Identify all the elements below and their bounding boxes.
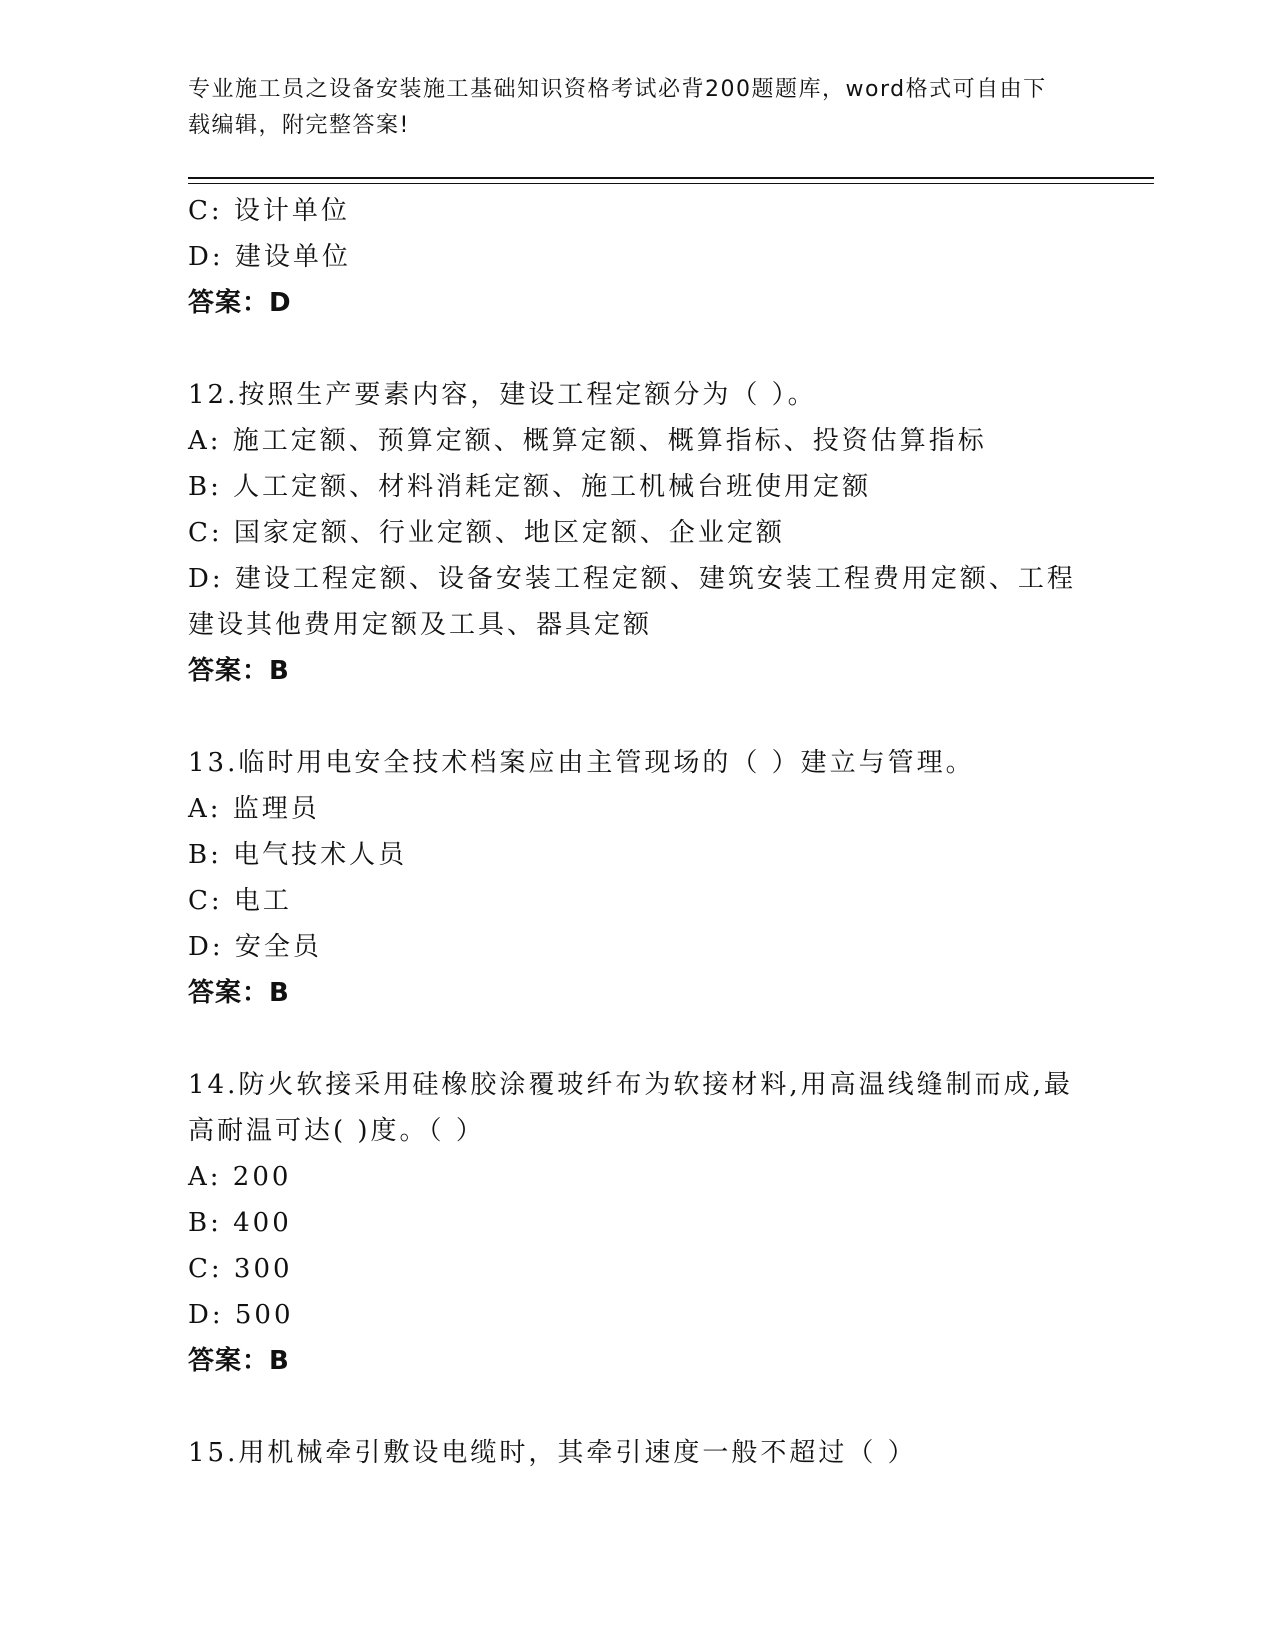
question-text: 12.按照生产要素内容，建设工程定额分为（ ）。 [188, 380, 817, 410]
question-text: 14.防火软接采用硅橡胶涂覆玻纤布为软接材料,用高温线缝制而成,最 [188, 1070, 1073, 1100]
option-d: D: 安全员 [188, 932, 322, 962]
document-header: 专业施工员之设备安装施工基础知识资格考试必背200题题库，word格式可自由下载编辑，附完整答案! [188, 77, 1047, 138]
spacer [188, 326, 1088, 372]
answer-line: 答案：B [188, 1346, 290, 1376]
question-block-14 [188, 1062, 1088, 1384]
option-b: B: 人工定额、材料消耗定额、施工机械台班使用定额 [188, 472, 872, 502]
option-b: B: 电气技术人员 [188, 840, 408, 870]
option-b: B: 400 [188, 1208, 292, 1238]
option-d: D: 建设工程定额、设备安装工程定额、建筑安装工程费用定额、工程 [188, 564, 1076, 594]
spacer [188, 1384, 1088, 1430]
question-block-12 [188, 372, 1088, 694]
spacer [188, 694, 1088, 740]
document-body [188, 188, 1088, 1476]
spacer [188, 1016, 1088, 1062]
header-rule-thin [188, 183, 1154, 184]
question-block-13 [188, 740, 1088, 1016]
option-c: C: 300 [188, 1254, 293, 1284]
question-block-15 [188, 1430, 1088, 1476]
option-d-continued: 建设其他费用定额及工具、器具定额 [188, 610, 653, 640]
option-c: C: 国家定额、行业定额、地区定额、企业定额 [188, 518, 785, 548]
answer-line: 答案：B [188, 978, 290, 1008]
question-text: 13.临时用电安全技术档案应由主管现场的（ ）建立与管理。 [188, 748, 975, 778]
option-a: A: 200 [188, 1162, 292, 1192]
option-d: D: 500 [188, 1300, 294, 1330]
option-a: A: 施工定额、预算定额、概算定额、概算指标、投资估算指标 [188, 426, 987, 456]
question-block-11 [188, 188, 1088, 326]
answer-line: 答案：B [188, 656, 290, 686]
option-d: D: 建设单位 [188, 242, 351, 272]
option-a: A: 监理员 [188, 794, 320, 824]
question-text-continued: 高耐温可达( )度。（ ） [188, 1116, 485, 1146]
question-text: 15.用机械牵引敷设电缆时，其牵引速度一般不超过（ ） [188, 1438, 917, 1468]
option-c: C: 电工 [188, 886, 292, 916]
header-rule-thick [188, 177, 1154, 179]
option-c: C: 设计单位 [188, 196, 350, 226]
answer-line: 答案：D [188, 288, 292, 318]
